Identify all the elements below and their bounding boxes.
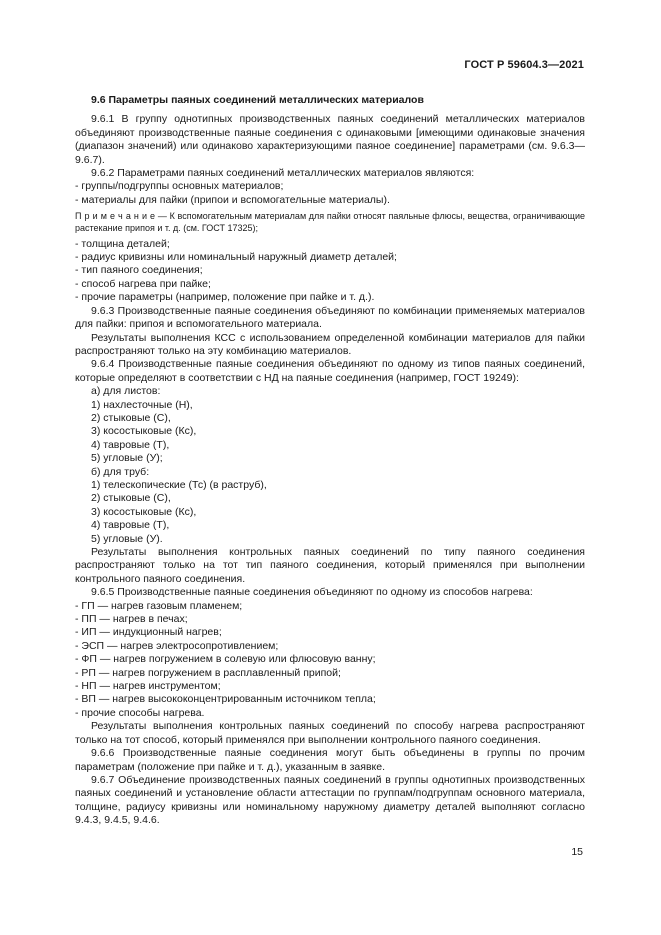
list-item: - толщина деталей; [75, 237, 170, 250]
numbered-item: 4) тавровые (Т), [91, 519, 170, 532]
clause-9-6-3-result: Результаты выполнения КСС с использованием определенной комбинации материалов для пайки распространяют только на эту комбинацию материалов. [75, 331, 585, 357]
list-item: - тип паяного соединения; [75, 264, 203, 277]
list-item: - ФП — нагрев погружением в солевую или флюсовую ванну; [75, 653, 376, 666]
page-content [75, 94, 585, 828]
sublist-label-sheets: а) для листов: [91, 385, 161, 398]
list-item: - ИП — индукционный нагрев; [75, 626, 222, 639]
numbered-item: 2) стыковые (С), [91, 411, 171, 424]
document-code: ГОСТ Р 59604.3—2021 [464, 59, 584, 71]
clause-9-6-5-result: Результаты выполнения контрольных паяных соединений по способу нагрева распространяют только на тот способ, который применялся при выполнении контрольного паяного соединения. [75, 720, 585, 746]
list-item: - ГП — нагрев газовым пламенем; [75, 599, 243, 612]
section-title: 9.6 Параметры паяных соединений металлических материалов [91, 94, 424, 106]
note [75, 210, 585, 234]
list-item: - ВП — нагрев высококонцентрированным источником тепла; [75, 693, 376, 706]
clause-9-6-4: 9.6.4 Производственные паяные соединения объединяют по одному из типов паяных соединений, которые определяют в соответствии с НД на паяные соединения (например, ГОСТ 19249): [75, 358, 585, 384]
list-item: - ЭСП — нагрев электросопротивлением; [75, 639, 279, 652]
list-item: - РП — нагрев погружением в расплавленный припой; [75, 666, 341, 679]
clause-9-6-5: 9.6.5 Производственные паяные соединения объединяют по одному из способов нагрева: [91, 586, 533, 599]
numbered-item: 1) телескопические (Тс) (в раструб), [91, 478, 267, 491]
note-label: П р и м е ч а н и е [75, 211, 156, 222]
list-item: - НП — нагрев инструментом; [75, 680, 221, 693]
list-item: - группы/подгруппы основных материалов; [75, 180, 284, 193]
numbered-item: 4) тавровые (Т), [91, 438, 170, 451]
list-item: - ПП — нагрев в печах; [75, 613, 188, 626]
clause-9-6-6: 9.6.6 Производственные паяные соединения могут быть объединены в группы по прочим параметрам (положение при пайке и т. д.), указанным в заявке. [75, 747, 585, 773]
list-item: - прочие способы нагрева. [75, 706, 205, 719]
numbered-item: 1) нахлесточные (Н), [91, 398, 193, 411]
numbered-item: 5) угловые (У). [91, 532, 163, 545]
clause-9-6-3: 9.6.3 Производственные паяные соединения объединяют по комбинации применяемых материалов для пайки: припоя и вспомогательного материала. [75, 304, 585, 331]
list-item: - материалы для пайки (припои и вспомогательные материалы). [75, 193, 390, 206]
clause-9-6-1: 9.6.1 В группу однотипных производственных паяных соединений металлических материалов объединяют производственные паяные соединения с одинаковыми [имеющими одинаковые значения (диапазон значений) или одинаково характеризующими паяное соединение] параметрами (см. 9.6.3—9.6.7). [75, 113, 585, 166]
page-number: 15 [571, 846, 583, 858]
sublist-label-pipes: б) для труб: [91, 465, 150, 478]
list-item: - прочие параметры (например, положение при пайке и т. д.). [75, 291, 375, 304]
note-text: — К вспомогательным материалам для пайки относят паяльные флюсы, вещества, ограничивающие растекание припоя и т. д. (см. ГОСТ 17325); [75, 211, 585, 234]
list-item: - радиус кривизны или номинальный наружный диаметр деталей; [75, 251, 397, 264]
list-item: - способ нагрева при пайке; [75, 277, 211, 290]
clause-9-6-4-result: Результаты выполнения контрольных паяных соединений по типу паяного соединения распространяют только на тот тип паяного соединения, который применялся при выполнении контрольного паяного соединения. [75, 546, 585, 585]
numbered-item: 3) косостыковые (Кс), [91, 505, 197, 518]
numbered-item: 5) угловые (У); [91, 452, 163, 465]
clause-9-6-2: 9.6.2 Параметрами паяных соединений металлических материалов являются: [91, 167, 475, 180]
numbered-item: 2) стыковые (С), [91, 492, 171, 505]
clause-9-6-7: 9.6.7 Объединение производственных паяных соединений в группы однотипных производственных паяных соединений и установление области аттестации по группам/подгруппам основного материала, толщине, радиусу кривизны или номинальному наружному диаметру деталей выполняют согласно 9.4.3, 9.4.5, 9.4.6. [75, 773, 585, 827]
numbered-item: 3) косостыковые (Кс), [91, 425, 197, 438]
